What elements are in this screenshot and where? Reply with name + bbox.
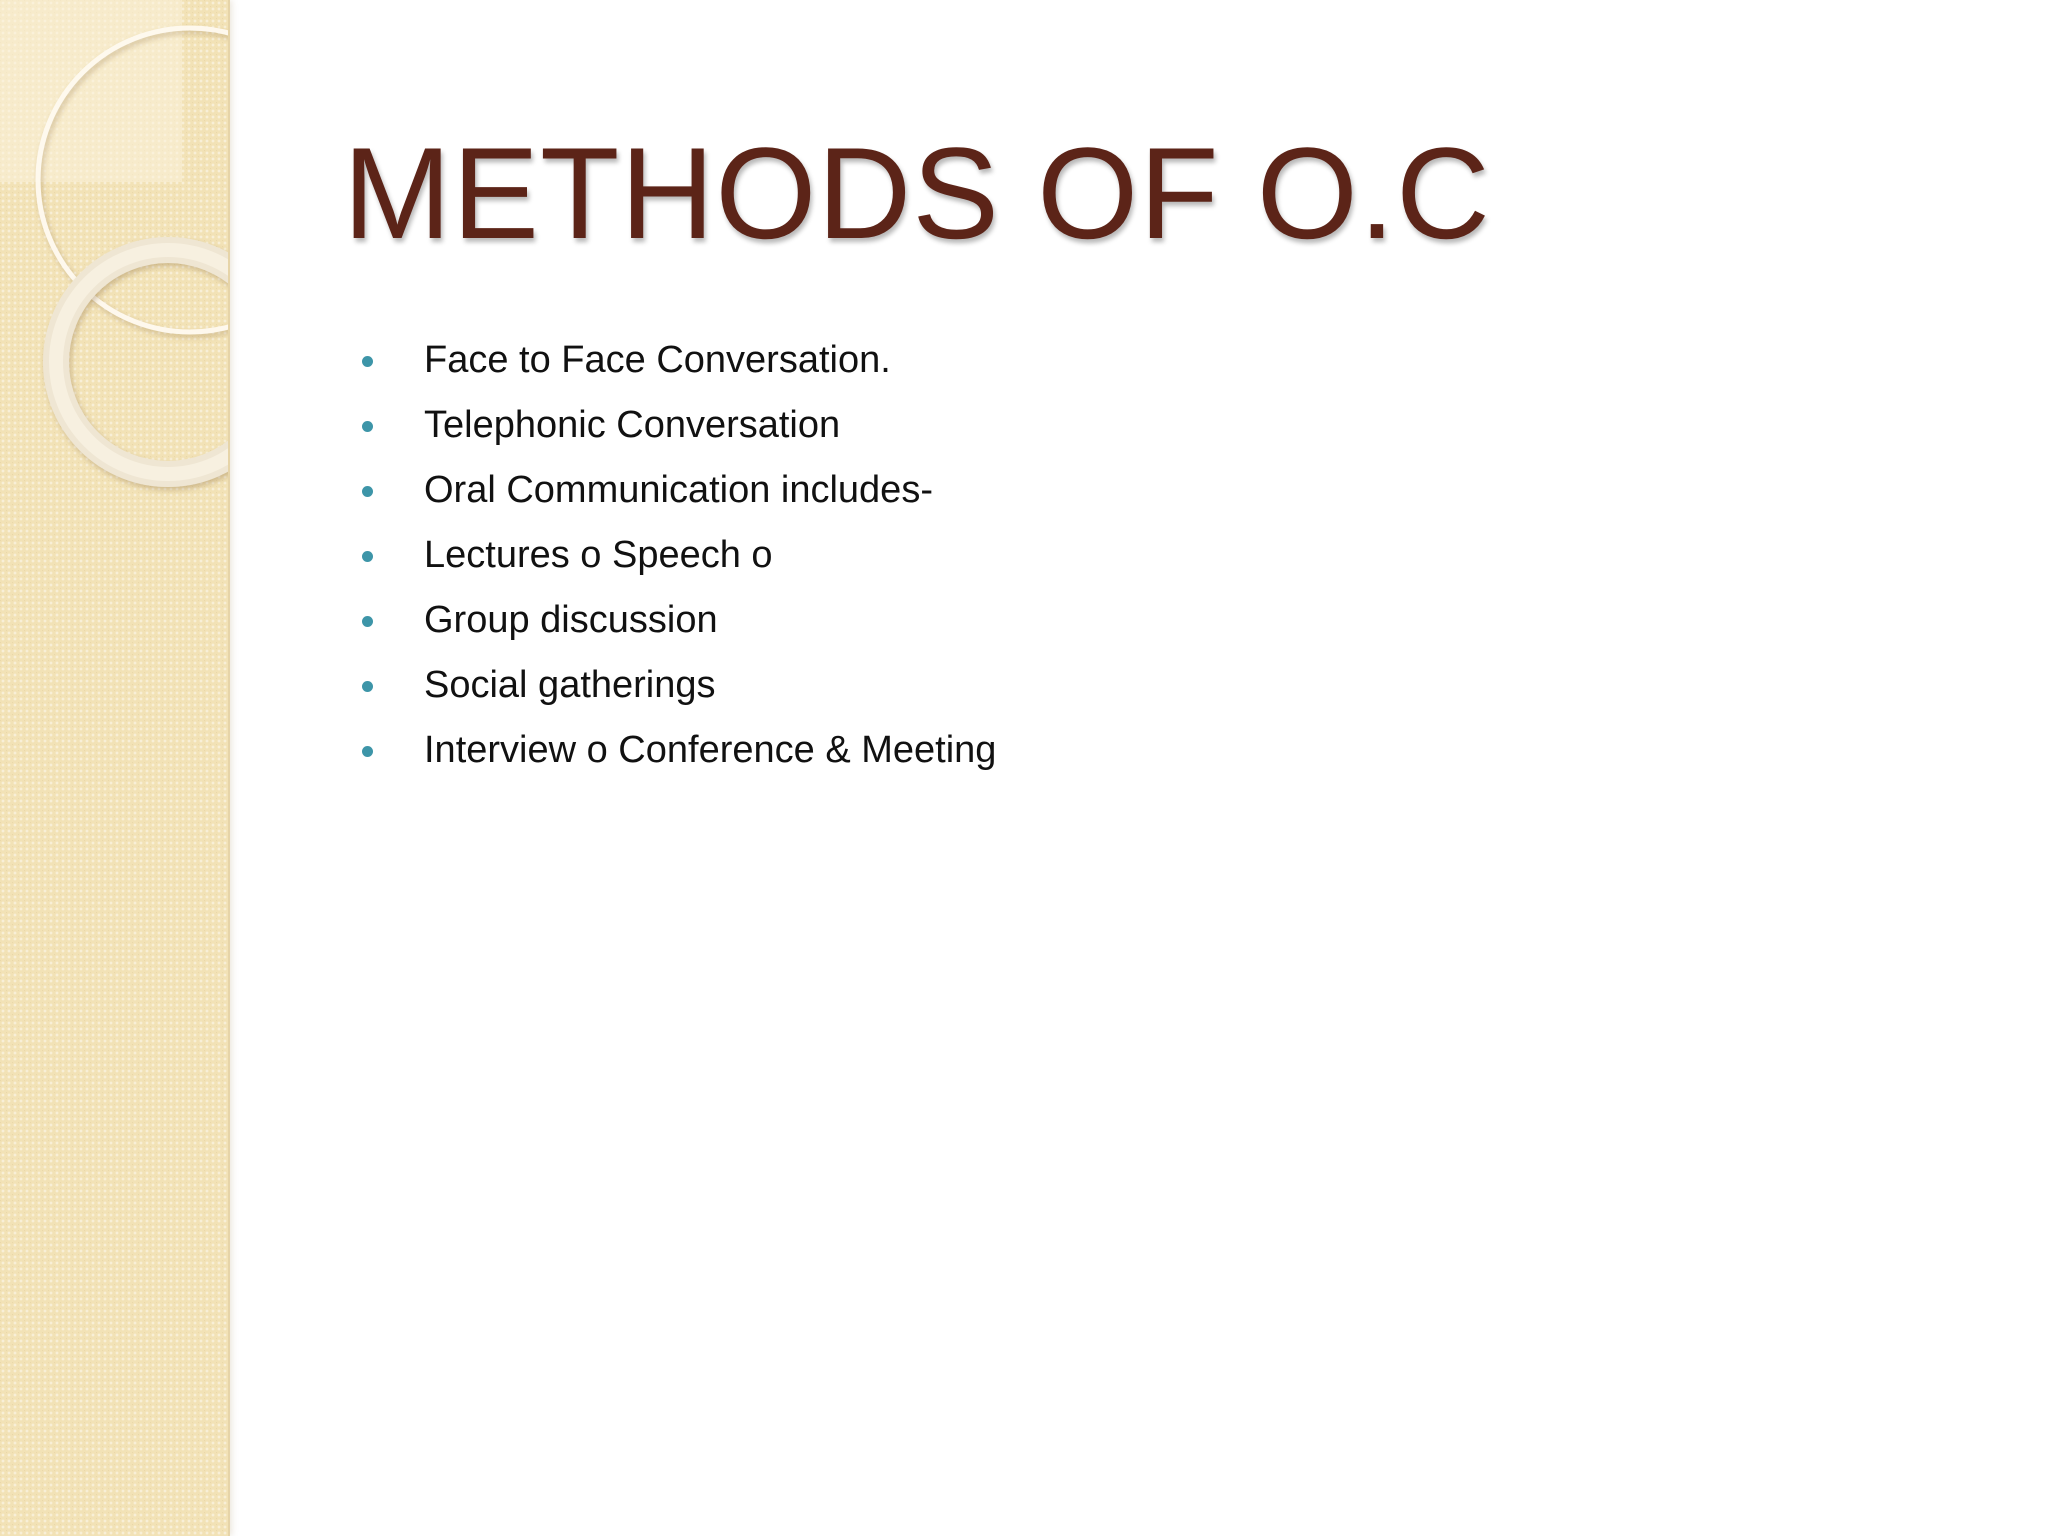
decorative-side-panel	[0, 0, 230, 1536]
bullet-dot-icon	[362, 421, 373, 432]
bullet-text: Social gatherings	[424, 664, 716, 706]
bullet-dot-icon	[362, 681, 373, 692]
bullet-dot-icon	[362, 356, 373, 367]
bullet-dot-icon	[362, 551, 373, 562]
bullet-dot-icon	[362, 486, 373, 497]
bullet-text: Telephonic Conversation	[424, 404, 841, 446]
bullet-text: Lectures ο Speech ο	[424, 534, 773, 576]
decorative-rings	[0, 0, 228, 520]
bullet-dot-icon	[362, 746, 373, 757]
bullet-dot-icon	[362, 616, 373, 627]
bullet-text: Oral Communication includes-	[424, 469, 933, 511]
bullet-text: Interview ο Conference & Meeting	[424, 729, 997, 771]
bullet-text: Face to Face Conversation.	[424, 339, 891, 381]
bullet-text: Group discussion	[424, 599, 718, 641]
slide-title: METHODS OF O.C	[343, 120, 1491, 266]
